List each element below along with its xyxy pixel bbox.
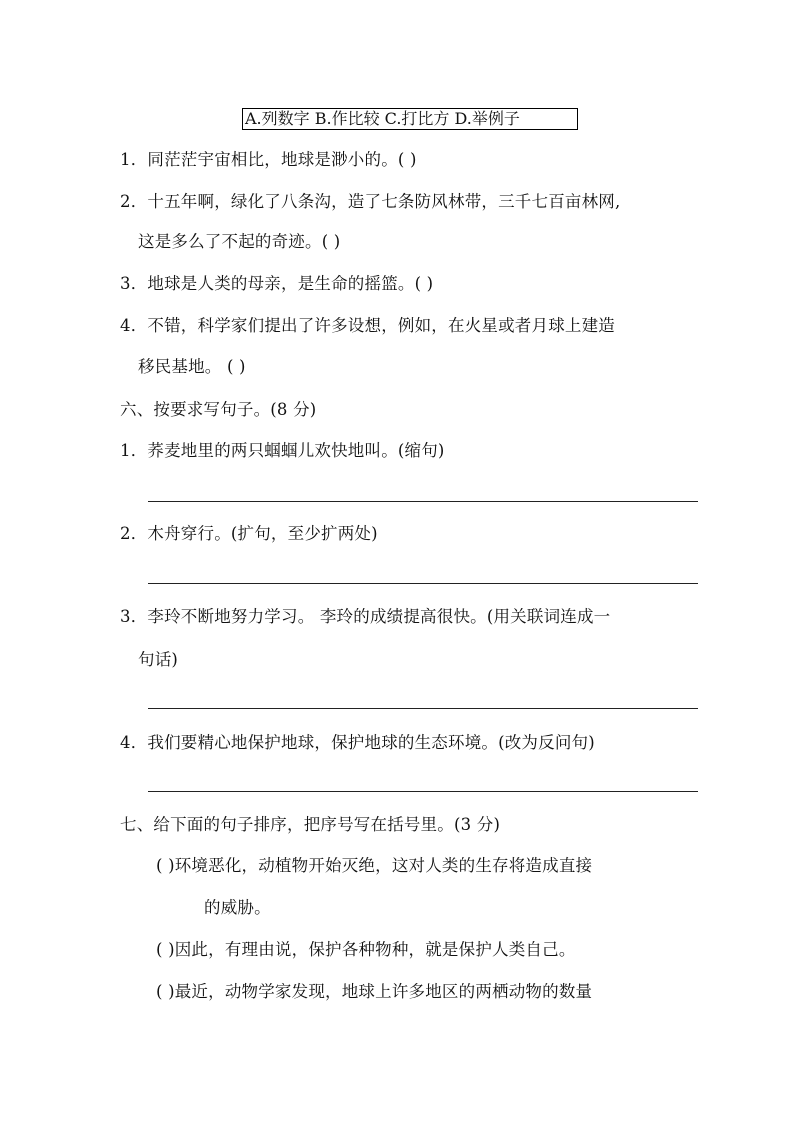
s7-item-1-line-2: 的威胁。 bbox=[204, 898, 271, 917]
section-6-title: 六、按要求写句子。(8 分) bbox=[120, 400, 317, 419]
question-2-line-1: 2．十五年啊，绿化了八条沟，造了七条防风林带，三千七百亩林网, bbox=[120, 192, 621, 211]
answer-line-3[interactable] bbox=[148, 708, 698, 709]
question-4-line-1: 4．不错，科学家们提出了许多设想，例如，在火星或者月球上建造 bbox=[120, 316, 615, 335]
s7-item-3: ( )最近，动物学家发现，地球上许多地区的两栖动物的数量 bbox=[156, 982, 593, 1001]
answer-line-2[interactable] bbox=[148, 583, 698, 584]
section-7-title: 七、给下面的句子排序，把序号写在括号里。(3 分) bbox=[120, 815, 501, 834]
s7-item-2: ( )因此，有理由说，保护各种物种，就是保护人类自己。 bbox=[156, 940, 576, 959]
question-3: 3．地球是人类的母亲，是生命的摇篮。( ) bbox=[120, 274, 434, 293]
s7-item-1-line-1: ( )环境恶化，动植物开始灭绝，这对人类的生存将造成直接 bbox=[156, 856, 593, 875]
s6-question-2: 2．木舟穿行。(扩句，至少扩两处) bbox=[120, 524, 378, 543]
s6-question-3-line-1: 3．李玲不断地努力学习。 李玲的成绩提高很快。(用关联词连成一 bbox=[120, 607, 611, 626]
question-2-line-2: 这是多么了不起的奇迹。( ) bbox=[138, 232, 341, 251]
options-box: A.列数字 B.作比较 C.打比方 D.举例子 bbox=[242, 108, 578, 130]
question-1: 1．同茫茫宇宙相比，地球是渺小的。( ) bbox=[120, 150, 417, 169]
s6-question-1: 1．荞麦地里的两只蝈蝈儿欢快地叫。(缩句) bbox=[120, 441, 445, 460]
s6-question-3-line-2: 句话) bbox=[138, 650, 179, 669]
question-4-line-2: 移民基地。 ( ) bbox=[138, 357, 246, 376]
answer-line-1[interactable] bbox=[148, 501, 698, 502]
s6-question-4: 4．我们要精心地保护地球，保护地球的生态环境。(改为反问句) bbox=[120, 733, 595, 752]
answer-line-4[interactable] bbox=[148, 791, 698, 792]
